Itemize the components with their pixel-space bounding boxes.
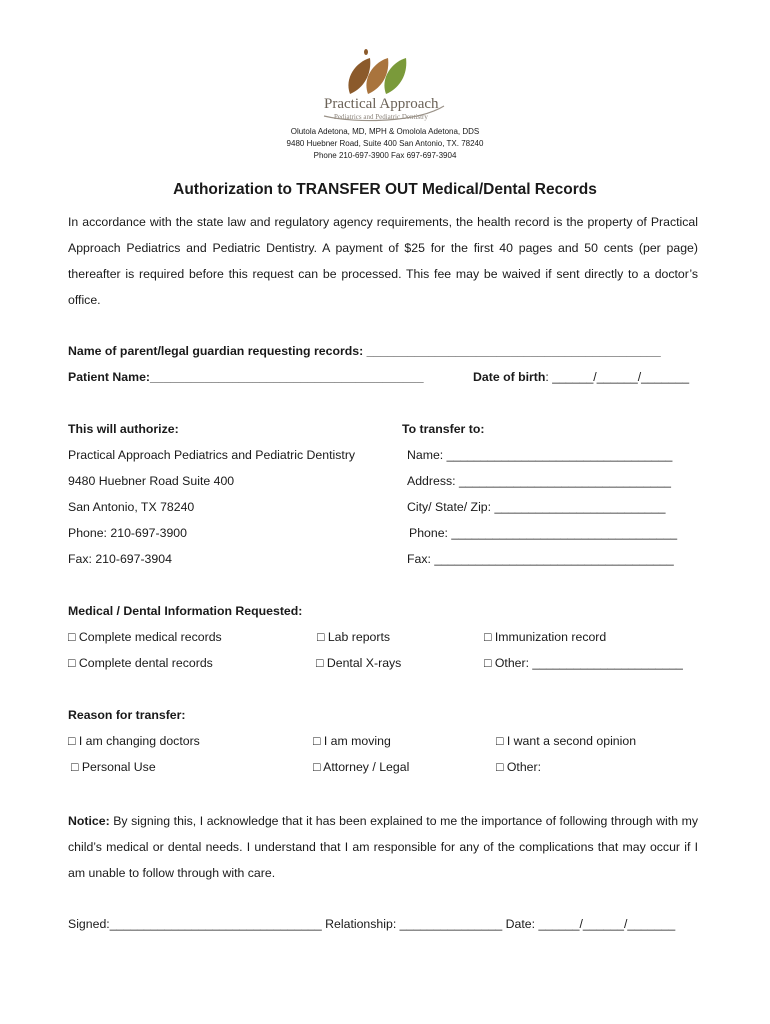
checkbox-changing-doctors[interactable]: □ I am changing doctors [68,734,200,748]
checkbox-medical-other[interactable]: □ Other: ______________________ [484,656,683,670]
checkbox-personal-use[interactable]: □ Personal Use [71,760,156,774]
notice-paragraph [68,808,698,886]
requester-blank[interactable]: ___________________________________________ [363,344,661,358]
dob-line [473,370,689,384]
checkbox-reason-other[interactable]: □ Other: [496,760,542,774]
dob-label: Date of birth [473,370,546,384]
checkbox-moving[interactable]: □ I am moving [313,734,391,748]
requester-line [68,344,661,358]
intro-paragraph: In accordance with the state law and regulatory agency requirements, the health record is the property of Practical Approach Pediatrics and Pediatric Dentistry. A payment of $25 for the first 40 pages and 50 cents (per page) thereafter is required before this request can be processed. This fee may be waived if sent directly to a doctor’s office. [68,215,698,307]
transfer-fax-field[interactable]: Fax: ___________________________________ [407,552,674,566]
logo-tagline: Pediatrics and Pediatric Dentistry [334,113,428,121]
patient-line [68,370,424,384]
authorize-line: 9480 Huebner Road Suite 400 [68,474,235,488]
authorize-line: Phone: 210-697-3900 [68,526,187,540]
authorize-heading: This will authorize: [68,422,179,436]
notice-label: Notice: [68,814,110,828]
transfer-name-field[interactable]: Name: _________________________________ [407,448,673,462]
patient-name-blank[interactable]: ________________________________________ [150,370,424,384]
practice-logo [318,48,450,124]
checkbox-second-opinion[interactable]: □ I want a second opinion [496,734,637,748]
checkbox-complete-dental[interactable]: □ Complete dental records [68,656,213,670]
transfer-heading: To transfer to: [402,422,485,436]
checkbox-immunization[interactable]: □ Immunization record [484,630,607,644]
checkbox-dental-xrays[interactable]: □ Dental X-rays [316,656,402,670]
notice-text: By signing this, I acknowledge that it has been explained to me the importance of following through with my child’s medical or dental needs. I understand that I am responsible for any of the complications that may occur if I am unable to follow through with care. [68,814,698,880]
logo-swoosh [318,48,450,124]
signed-label: Signed: [68,917,110,931]
header-address: 9480 Huebner Road, Suite 400 San Antonio, TX. 78240 [286,139,484,148]
checkbox-lab-reports[interactable]: □ Lab reports [317,630,391,644]
reason-heading: Reason for transfer: [68,708,186,722]
signature-line [68,917,675,931]
medical-heading: Medical / Dental Information Requested: [68,604,303,618]
transfer-phone-field[interactable]: Phone: _________________________________ [409,526,678,540]
logo-brand: Practical Approach [324,96,439,112]
requester-label: Name of parent/legal guardian requesting records: [68,344,364,358]
authorize-line: San Antonio, TX 78240 [68,500,195,514]
checkbox-attorney-legal[interactable]: □ Attorney / Legal [313,760,410,774]
transfer-address-field[interactable]: Address: _______________________________ [407,474,671,488]
header-phone: Phone 210-697-3900 Fax 697-697-3904 [313,151,457,160]
dob-blank[interactable]: : ______/______/_______ [545,370,690,384]
checkbox-complete-medical[interactable]: □ Complete medical records [68,630,222,644]
page-title: Authorization to TRANSFER OUT Medical/Dental Records [173,181,597,198]
transfer-city-field[interactable]: City/ State/ Zip: _________________________ [407,500,666,514]
header-names: Olutola Adetona, MD, MPH & Omolola Adetona, DDS [290,127,480,136]
authorize-line: Fax: 210-697-3904 [68,552,172,566]
relationship-date-fields[interactable]: Relationship: _______________ Date: ______/______/_______ [321,917,676,931]
signature-blank[interactable]: _______________________________ [109,917,322,931]
patient-label: Patient Name: [68,370,151,384]
authorize-line: Practical Approach Pediatrics and Pediatric Dentistry [68,448,356,462]
